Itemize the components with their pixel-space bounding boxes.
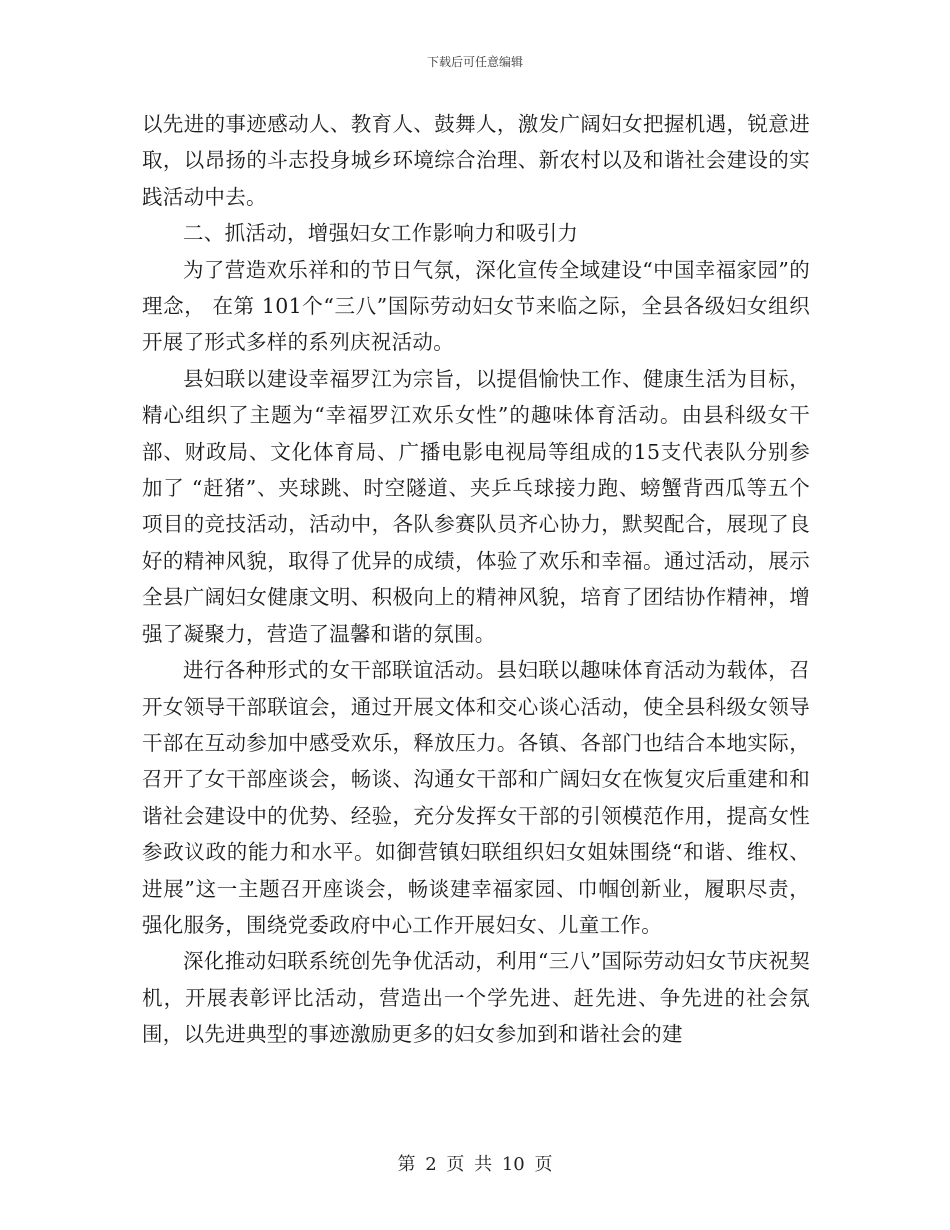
paragraph: 进行各种形式的女干部联谊活动。县妇联以趣味体育活动为载体，召开女领导干部联谊会，通过开展文体和交心谈心活动，使全县科级女领导干部在互动参加中感受欢乐，释放压力。各镇、各部门也结合本地实际，召开了女干部座谈会，畅谈、沟通女干部和广阔妇女在恢复灾后重建和和谐社会建设中的优势、经验，充分发挥女干部的引领模范作用，提高女性参政议政的能力和水平。如御营镇妇联组织妇女姐妹围绕“和谐、维权、进展”这一主题召开座谈会，畅谈建幸福家园、巾帼创新业，履职尽责，强化服务，围绕党委政府中心工作开展妇女、儿童工作。 bbox=[142, 658, 810, 937]
paragraph: 县妇联以建设幸福罗江为宗旨，以提倡愉快工作、健康生活为目标，精心组织了主题为“幸福罗江欢乐女性”的趣味体育活动。由县科级女干部、财政局、文化体育局、广播电影电视局等组成的15支代表队分别参加了 “赶猪”、夹球跳、时空隧道、夹乒乓球接力跑、螃蟹背西瓜等五个项目的竞技活动，活动中，各队参赛队员齐心协力，默契配合，展现了良好的精神风貌，取得了优异的成绩，体验了欢乐和幸福。通过活动，展示全县广阔妇女健康文明、积极向上的精神风貌，培育了团结协作精神，增强了凝聚力，营造了温馨和谐的氛围。 bbox=[142, 366, 810, 646]
section-heading: 二、抓活动，增强妇女工作影响力和吸引力 bbox=[183, 221, 579, 246]
document-body bbox=[142, 106, 810, 1053]
paragraph: 为了营造欢乐祥和的节日气氛，深化宣传全域建设“中国幸福家园”的理念， 在第 101个“三八”国际劳动妇女节来临之际，全县各级妇女组织开展了形式多样的系列庆祝活动。 bbox=[142, 257, 810, 355]
paragraph-continuation: 以先进的事迹感动人、教育人、鼓舞人，激发广阔妇女把握机遇，锐意进取，以昂扬的斗志投身城乡环境综合治理、新农村以及和谐社会建设的实践活动中去。 bbox=[142, 112, 810, 209]
page-header-note: 下载后可任意编辑 bbox=[426, 55, 523, 69]
paragraph: 深化推动妇联系统创先争优活动，利用“三八”国际劳动妇女节庆祝契机，开展表彰评比活动，营造出一个学先进、赶先进、争先进的社会氛围，以先进典型的事迹激励更多的妇女参加到和谐社会的建 bbox=[142, 949, 810, 1047]
page-number: 第 2 页 共 10 页 bbox=[397, 1154, 553, 1175]
